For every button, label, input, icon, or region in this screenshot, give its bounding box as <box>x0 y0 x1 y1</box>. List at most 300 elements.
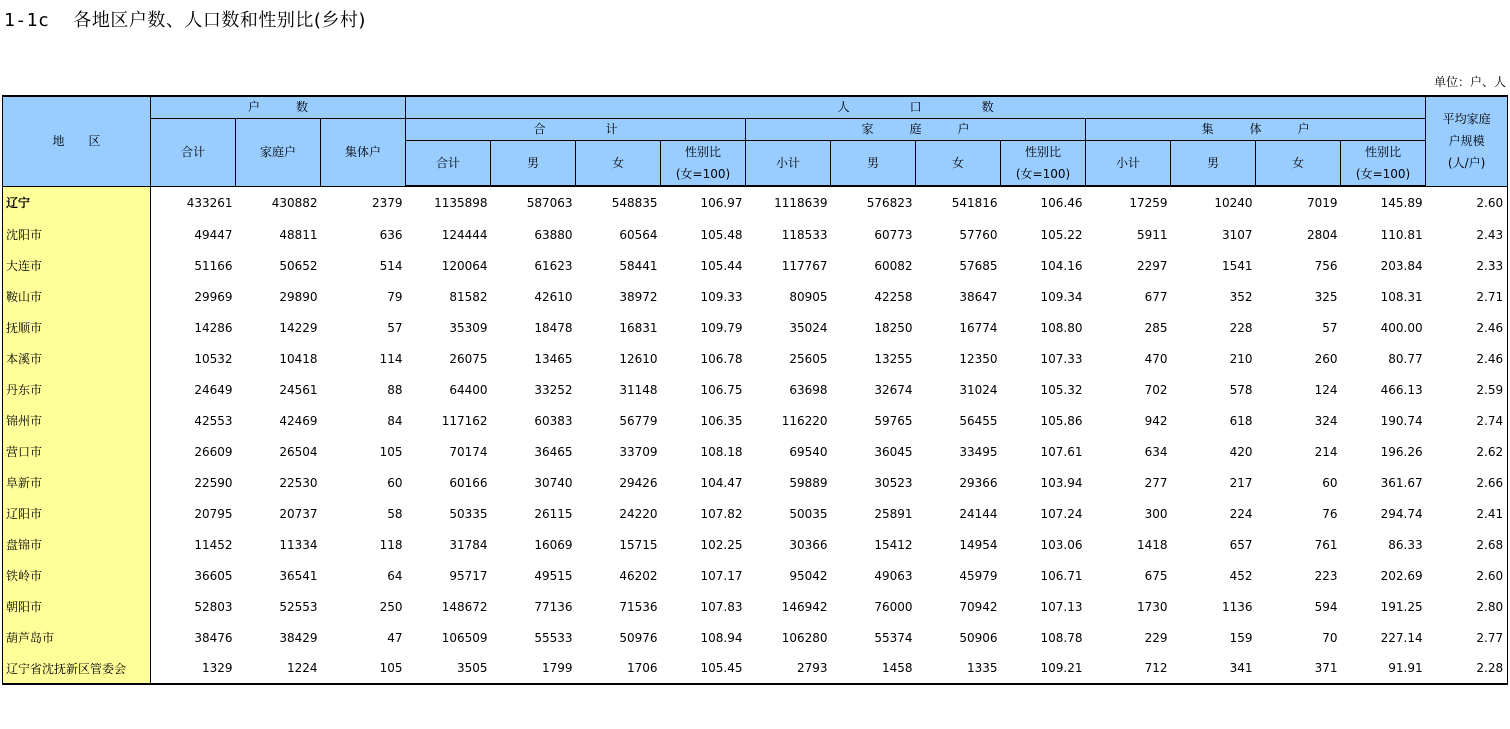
table-cell: 38972 <box>619 289 658 304</box>
table-cell: 30366 <box>789 537 828 552</box>
region-name: 铁岭市 <box>3 560 151 591</box>
table-cell: 105.44 <box>700 258 743 273</box>
table-cell: 361.67 <box>1380 475 1423 490</box>
table-cell: 7019 <box>1306 196 1338 210</box>
table-cell: 2.60 <box>1426 560 1508 591</box>
header-hh-family: 家庭户 <box>236 119 321 187</box>
table-cell: 95717 <box>449 568 488 583</box>
table-cell: 26504 <box>279 444 318 459</box>
table-cell: 22590 <box>194 475 233 490</box>
table-cell: 45979 <box>959 568 998 583</box>
header-pop-total: 合 计 <box>406 119 746 141</box>
table-cell: 58 <box>387 506 403 521</box>
table-cell: 50976 <box>619 630 658 645</box>
header-collective-male: 男 <box>1171 141 1256 187</box>
table-cell: 103.06 <box>1040 537 1083 552</box>
table-cell: 22530 <box>279 475 318 490</box>
table-cell: 24220 <box>619 506 658 521</box>
table-cell: 36465 <box>534 444 573 459</box>
table-cell: 12610 <box>619 351 658 366</box>
table-cell: 60 <box>1322 475 1338 490</box>
table-cell: 2.28 <box>1426 653 1508 684</box>
unit-label: 单位：户、人 <box>1433 75 1506 89</box>
table-cell: 191.25 <box>1380 599 1423 614</box>
table-row <box>3 653 1508 684</box>
table-cell: 60 <box>387 475 403 490</box>
table-cell: 514 <box>379 258 403 273</box>
table-header <box>3 96 1508 186</box>
table-cell: 15412 <box>874 537 913 552</box>
table-cell: 148672 <box>441 599 488 614</box>
table-cell: 49063 <box>874 568 913 583</box>
table-cell: 17259 <box>1129 196 1168 210</box>
table-cell: 3505 <box>406 653 491 684</box>
table-row <box>3 374 1508 405</box>
table-cell: 57 <box>387 320 403 335</box>
table-cell: 2.80 <box>1426 591 1508 622</box>
region-name: 丹东市 <box>3 374 151 405</box>
table-cell: 26075 <box>449 351 488 366</box>
region-name: 辽宁 <box>3 186 151 219</box>
table-cell: 12350 <box>959 351 998 366</box>
region-name: 沈阳市 <box>3 219 151 250</box>
table-row <box>3 560 1508 591</box>
table-row <box>3 343 1508 374</box>
table-cell: 26115 <box>534 506 573 521</box>
table-cell: 48811 <box>279 227 318 242</box>
header-avg-household-size <box>1426 96 1508 186</box>
table-cell: 107.83 <box>700 599 743 614</box>
table-cell: 108.18 <box>700 444 743 459</box>
table-cell: 107.33 <box>1040 351 1083 366</box>
region-name: 辽宁省沈抚新区管委会 <box>3 653 151 684</box>
table-cell: 29890 <box>279 289 318 304</box>
table-cell: 1335 <box>916 653 1001 684</box>
table-row <box>3 186 1508 219</box>
table-cell: 124 <box>1314 382 1338 397</box>
table-cell: 86.33 <box>1388 537 1423 552</box>
table-cell: 578 <box>1229 382 1253 397</box>
table-cell: 109.33 <box>700 289 743 304</box>
table-row <box>3 591 1508 622</box>
table-cell: 109.21 <box>1001 653 1086 684</box>
table-cell: 2.43 <box>1426 219 1508 250</box>
header-area: 地 区 <box>3 96 151 186</box>
table-cell: 228 <box>1229 320 1253 335</box>
table-cell: 761 <box>1314 537 1338 552</box>
table-cell: 104.47 <box>700 475 743 490</box>
table-cell: 124444 <box>441 227 488 242</box>
header-collective-ratio <box>1341 141 1426 187</box>
table-cell: 576823 <box>866 196 913 210</box>
table-cell: 2804 <box>1306 227 1338 242</box>
region-name: 阜新市 <box>3 467 151 498</box>
table-cell: 29426 <box>619 475 658 490</box>
table-cell: 84 <box>387 413 403 428</box>
table-cell: 59765 <box>874 413 913 428</box>
table-cell: 50035 <box>789 506 828 521</box>
table-cell: 224 <box>1229 506 1253 521</box>
header-pop-collective: 集 体 户 <box>1086 119 1426 141</box>
table-cell: 108.31 <box>1380 289 1423 304</box>
table-cell: 64400 <box>449 382 488 397</box>
header-hh-total: 合计 <box>151 119 236 187</box>
table-cell: 2.68 <box>1426 529 1508 560</box>
region-name: 盘锦市 <box>3 529 151 560</box>
header-total-female: 女 <box>576 141 661 187</box>
table-cell: 107.61 <box>1040 444 1083 459</box>
table-cell: 2379 <box>371 195 403 210</box>
table-cell: 60082 <box>874 258 913 273</box>
table-cell: 118533 <box>781 227 828 242</box>
region-name: 营口市 <box>3 436 151 467</box>
table-cell: 325 <box>1314 289 1338 304</box>
table-cell: 31784 <box>449 537 488 552</box>
table-cell: 223 <box>1314 568 1338 583</box>
region-name: 鞍山市 <box>3 281 151 312</box>
table-cell: 42610 <box>534 289 573 304</box>
table-cell: 1706 <box>576 653 661 684</box>
table-cell: 5911 <box>1136 227 1168 242</box>
table-row <box>3 622 1508 653</box>
table-cell: 277 <box>1144 475 1168 490</box>
table-cell: 341 <box>1171 653 1256 684</box>
header-collective-female: 女 <box>1256 141 1341 187</box>
table-cell: 2.41 <box>1426 498 1508 529</box>
table-cell: 430882 <box>271 195 318 210</box>
table-cell: 108.78 <box>1040 630 1083 645</box>
table-cell: 107.82 <box>700 506 743 521</box>
table-cell: 1458 <box>831 653 916 684</box>
table-row <box>3 498 1508 529</box>
table-cell: 636 <box>379 227 403 242</box>
table-cell: 1730 <box>1136 599 1168 614</box>
table-cell: 227.14 <box>1380 630 1423 645</box>
table-cell: 16831 <box>619 320 658 335</box>
table-cell: 470 <box>1144 351 1168 366</box>
table-cell: 712 <box>1086 653 1171 684</box>
table-cell: 60564 <box>619 227 658 242</box>
table-cell: 30523 <box>874 475 913 490</box>
table-cell: 77136 <box>534 599 573 614</box>
table-cell: 60166 <box>449 475 488 490</box>
table-cell: 541816 <box>951 196 998 210</box>
table-row <box>3 529 1508 560</box>
table-cell: 108.80 <box>1040 320 1083 335</box>
header-family-female: 女 <box>916 141 1001 187</box>
table-cell: 20737 <box>279 506 318 521</box>
table-cell: 105.22 <box>1040 227 1083 242</box>
table-cell: 79 <box>387 289 403 304</box>
table-cell: 63880 <box>534 227 573 242</box>
table-row <box>3 281 1508 312</box>
table-cell: 250 <box>379 599 403 614</box>
table-cell: 47 <box>387 630 403 645</box>
table-cell: 324 <box>1314 413 1338 428</box>
table-cell: 105 <box>321 653 406 684</box>
header-total-ratio <box>661 141 746 187</box>
table-cell: 190.74 <box>1380 413 1423 428</box>
table-cell: 52553 <box>279 599 318 614</box>
table-cell: 1135898 <box>434 196 488 210</box>
table-cell: 31148 <box>619 382 658 397</box>
table-cell: 55533 <box>534 630 573 645</box>
page-title <box>4 6 366 32</box>
table-cell: 35309 <box>449 320 488 335</box>
table-cell: 60773 <box>874 227 913 242</box>
table-cell: 38429 <box>279 630 318 645</box>
table-cell: 31024 <box>959 382 998 397</box>
table-cell: 10240 <box>1214 196 1253 210</box>
table-cell: 91.91 <box>1341 653 1426 684</box>
header-total-male: 男 <box>491 141 576 187</box>
table-cell: 105 <box>379 444 403 459</box>
table-cell: 108.94 <box>700 630 743 645</box>
table-cell: 202.69 <box>1380 568 1423 583</box>
table-cell: 56779 <box>619 413 658 428</box>
table-cell: 10532 <box>194 351 233 366</box>
header-pop-family: 家 庭 户 <box>746 119 1086 141</box>
table-cell: 59889 <box>789 475 828 490</box>
table-cell: 548835 <box>611 196 658 210</box>
table-cell: 24144 <box>959 506 998 521</box>
table-cell: 107.24 <box>1040 506 1083 521</box>
table-cell: 2.33 <box>1426 250 1508 281</box>
table-cell: 294.74 <box>1380 506 1423 521</box>
table-cell: 1329 <box>151 653 236 684</box>
header-total-sum: 合计 <box>406 141 491 187</box>
table-cell: 80905 <box>789 289 828 304</box>
ratio-label: 性别比 <box>1025 145 1062 159</box>
table-cell: 61623 <box>534 258 573 273</box>
table-cell: 105.86 <box>1040 413 1083 428</box>
table-row <box>3 250 1508 281</box>
table-cell: 46202 <box>619 568 658 583</box>
table-cell: 352 <box>1229 289 1253 304</box>
table-cell: 25605 <box>789 351 828 366</box>
table-cell: 2.46 <box>1426 312 1508 343</box>
table-code: 1-1c <box>4 10 50 31</box>
table-cell: 229 <box>1144 630 1168 645</box>
table-cell: 76000 <box>874 599 913 614</box>
region-name: 大连市 <box>3 250 151 281</box>
table-cell: 106.71 <box>1040 568 1083 583</box>
table-cell: 106.75 <box>700 382 743 397</box>
table-cell: 2.59 <box>1426 374 1508 405</box>
table-cell: 756 <box>1314 258 1338 273</box>
region-name: 抚顺市 <box>3 312 151 343</box>
ratio-label: 性别比 <box>1365 145 1402 159</box>
table-cell: 76 <box>1322 506 1338 521</box>
table-cell: 81582 <box>449 289 488 304</box>
table-cell: 33709 <box>619 444 658 459</box>
ratio-label: 性别比 <box>685 145 722 159</box>
table-cell: 145.89 <box>1380 196 1423 210</box>
header-family-subtotal: 小计 <box>746 141 831 187</box>
header-collective-subtotal: 小计 <box>1086 141 1171 187</box>
table-cell: 60383 <box>534 413 573 428</box>
table-cell: 2793 <box>746 653 831 684</box>
table-title: 各地区户数、人口数和性别比(乡村) <box>73 10 366 31</box>
table-cell: 106.78 <box>700 351 743 366</box>
table-cell: 56455 <box>959 413 998 428</box>
table-row <box>3 436 1508 467</box>
header-family-male: 男 <box>831 141 916 187</box>
table-cell: 50335 <box>449 506 488 521</box>
table-cell: 657 <box>1229 537 1253 552</box>
table-cell: 20795 <box>194 506 233 521</box>
table-cell: 2.62 <box>1426 436 1508 467</box>
table-cell: 13255 <box>874 351 913 366</box>
table-cell: 29366 <box>959 475 998 490</box>
table-cell: 214 <box>1314 444 1338 459</box>
header-households: 户 数 <box>151 96 406 119</box>
table-cell: 2.77 <box>1426 622 1508 653</box>
table-body <box>3 186 1508 684</box>
table-cell: 117162 <box>441 413 488 428</box>
table-cell: 210 <box>1229 351 1253 366</box>
table-cell: 942 <box>1144 413 1168 428</box>
table-cell: 11452 <box>194 537 233 552</box>
table-cell: 13465 <box>534 351 573 366</box>
table-cell: 420 <box>1229 444 1253 459</box>
table-cell: 52803 <box>194 599 233 614</box>
table-cell: 2.71 <box>1426 281 1508 312</box>
table-row <box>3 219 1508 250</box>
table-cell: 55374 <box>874 630 913 645</box>
table-cell: 117767 <box>781 258 828 273</box>
table-cell: 120064 <box>441 258 488 273</box>
table-cell: 103.94 <box>1040 475 1083 490</box>
table-cell: 33252 <box>534 382 573 397</box>
table-cell: 1224 <box>236 653 321 684</box>
table-cell: 14954 <box>959 537 998 552</box>
table-cell: 106.46 <box>1040 196 1083 210</box>
table-cell: 32674 <box>874 382 913 397</box>
table-cell: 702 <box>1144 382 1168 397</box>
table-cell: 106.97 <box>700 196 743 210</box>
table-cell: 36605 <box>194 568 233 583</box>
table-cell: 24649 <box>194 382 233 397</box>
table-cell: 16774 <box>959 320 998 335</box>
table-cell: 2297 <box>1136 258 1168 273</box>
table-cell: 105.32 <box>1040 382 1083 397</box>
table-cell: 300 <box>1144 506 1168 521</box>
table-cell: 58441 <box>619 258 658 273</box>
table-cell: 433261 <box>186 195 233 210</box>
avg-line3: (人/户) <box>1447 156 1486 171</box>
header-family-ratio <box>1001 141 1086 187</box>
table-cell: 1118639 <box>774 196 828 210</box>
ratio-base: (女=100) <box>675 167 731 181</box>
table-cell: 88 <box>387 382 403 397</box>
table-cell: 18250 <box>874 320 913 335</box>
table-cell: 42553 <box>194 413 233 428</box>
table-cell: 217 <box>1229 475 1253 490</box>
table-cell: 50652 <box>279 258 318 273</box>
table-cell: 14229 <box>279 320 318 335</box>
table-cell: 452 <box>1229 568 1253 583</box>
avg-line2: 户规模 <box>1448 134 1485 149</box>
table-cell: 36045 <box>874 444 913 459</box>
table-cell: 1418 <box>1136 537 1168 552</box>
region-name: 本溪市 <box>3 343 151 374</box>
table-cell: 587063 <box>526 196 573 210</box>
table-cell: 69540 <box>789 444 828 459</box>
ratio-base: (女=100) <box>1355 167 1411 181</box>
table-cell: 102.25 <box>700 537 743 552</box>
table-cell: 1541 <box>1221 258 1253 273</box>
table-cell: 80.77 <box>1388 351 1423 366</box>
table-cell: 2.66 <box>1426 467 1508 498</box>
table-cell: 26609 <box>194 444 233 459</box>
table-cell: 105.48 <box>700 227 743 242</box>
table-cell: 42469 <box>279 413 318 428</box>
table-cell: 110.81 <box>1380 227 1423 242</box>
table-cell: 675 <box>1144 568 1168 583</box>
table-cell: 38476 <box>194 630 233 645</box>
table-cell: 203.84 <box>1380 258 1423 273</box>
table-cell: 50906 <box>959 630 998 645</box>
ratio-base: (女=100) <box>1015 167 1071 181</box>
table-cell: 105.45 <box>661 653 746 684</box>
table-cell: 63698 <box>789 382 828 397</box>
table-row <box>3 467 1508 498</box>
table-cell: 35024 <box>789 320 828 335</box>
table-cell: 2.74 <box>1426 405 1508 436</box>
table-cell: 25891 <box>874 506 913 521</box>
table-cell: 30740 <box>534 475 573 490</box>
table-cell: 3107 <box>1221 227 1253 242</box>
table-cell: 618 <box>1229 413 1253 428</box>
table-cell: 104.16 <box>1040 258 1083 273</box>
table-cell: 71536 <box>619 599 658 614</box>
table-cell: 107.13 <box>1040 599 1083 614</box>
table-cell: 70174 <box>449 444 488 459</box>
table-cell: 38647 <box>959 289 998 304</box>
table-cell: 677 <box>1144 289 1168 304</box>
table-cell: 260 <box>1314 351 1338 366</box>
table-cell: 49447 <box>194 227 233 242</box>
table-cell: 2.46 <box>1426 343 1508 374</box>
table-cell: 57685 <box>959 258 998 273</box>
table-cell: 57 <box>1322 320 1338 335</box>
table-cell: 109.79 <box>700 320 743 335</box>
table-cell: 11334 <box>279 537 318 552</box>
statistics-table <box>2 95 1508 685</box>
table-cell: 24561 <box>279 382 318 397</box>
table-cell: 18478 <box>534 320 573 335</box>
table-cell: 634 <box>1144 444 1168 459</box>
header-hh-collective: 集体户 <box>321 119 406 187</box>
table-cell: 146942 <box>781 599 828 614</box>
table-cell: 371 <box>1256 653 1341 684</box>
table-cell: 70942 <box>959 599 998 614</box>
table-cell: 70 <box>1322 630 1338 645</box>
region-name: 辽阳市 <box>3 498 151 529</box>
table-cell: 594 <box>1314 599 1338 614</box>
table-cell: 51166 <box>194 258 233 273</box>
table-cell: 116220 <box>781 413 828 428</box>
table-cell: 1136 <box>1221 599 1253 614</box>
table-cell: 285 <box>1144 320 1168 335</box>
table-cell: 466.13 <box>1380 382 1423 397</box>
table-cell: 106.35 <box>700 413 743 428</box>
table-cell: 114 <box>379 351 403 366</box>
table-cell: 2.60 <box>1426 186 1508 219</box>
region-name: 朝阳市 <box>3 591 151 622</box>
table-cell: 1799 <box>491 653 576 684</box>
